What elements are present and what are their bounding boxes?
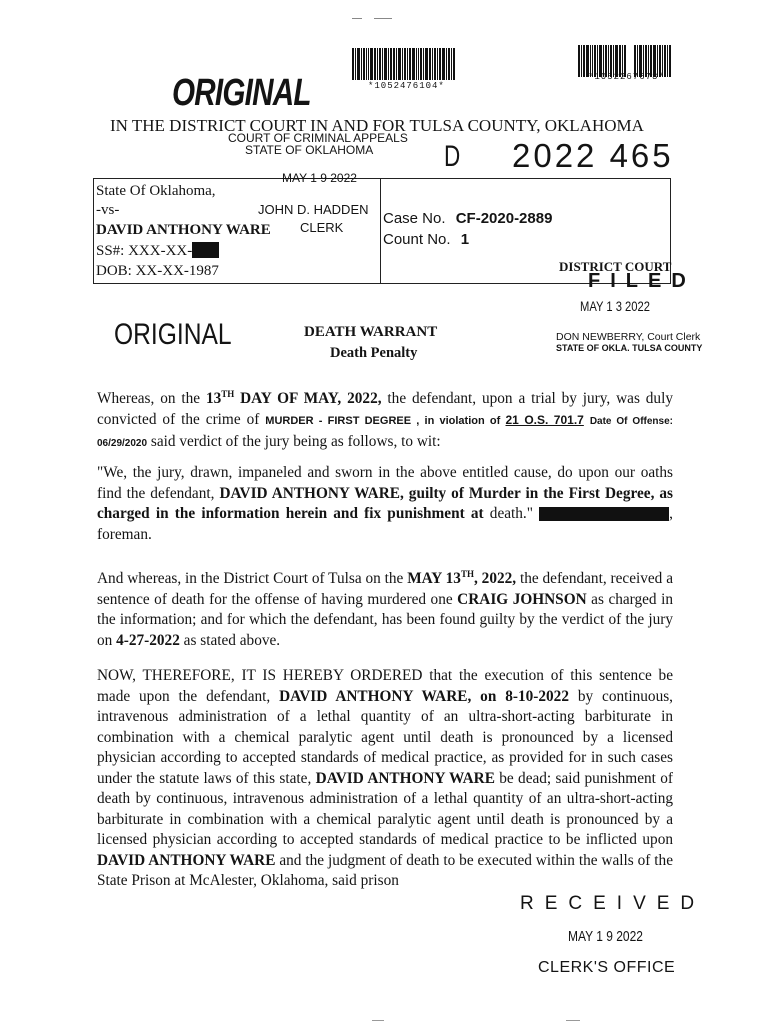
p2-finding: DAVID ANTHONY WARE, guilty of Murder in the First Degree, as charged in the information herein and fix punishment at [97,484,673,522]
versus-label: -vs- [96,202,120,218]
p4-text-d: and the judgment of death to be executed within the walls of the State Prison at McAlester, Oklahoma, said prison [97,851,673,889]
count-number-label: Count No. [383,231,451,248]
p3-sup: TH [460,569,474,579]
scan-speck [374,18,392,19]
p1-text-c: the defendant, upon a trial by jury, was duly convicted of the crime of [97,390,673,428]
filed-date-stamp: MAY 1 9 2022 [282,171,357,185]
p3-text-b: the defendant, received a sentence of death for the offense of having murdered one [97,570,673,608]
document-subtitle: Death Penalty [330,345,418,361]
original-stamp: ORIGINAL [172,72,311,114]
court-heading: IN THE DISTRICT COURT IN AND FOR TULSA COUNTY, OKLAHOMA [110,116,644,135]
paragraph-sentence [97,564,673,651]
p2-text-c: death." [483,505,540,522]
p1-crime: MURDER - FIRST DEGREE , in violation of [265,414,506,427]
filed-stamp: FILED [588,270,696,292]
appeals-case-number: 2022 465 [512,137,674,174]
caption-divider [380,179,381,283]
case-number-label: Case No. [383,210,446,227]
p1-text-a: Whereas, on the [97,390,206,408]
appeals-stamp-line2: STATE OF OKLAHOMA [245,143,374,157]
case-number-value: CF-2020-2889 [455,210,553,227]
p1-text-d: said verdict of the jury being as follows, to wit: [147,433,441,451]
p1-day: 13 [205,390,222,408]
p4-name: DAVID ANTHONY WARE [279,687,468,705]
received-stamp: RECEIVED [520,893,706,914]
p4-text-a: NOW, THEREFORE, IT IS HEREBY ORDERED that the execution of this sentence be made upon the defendant, [97,667,673,705]
district-court-label: DISTRICT COURT [559,259,672,274]
foreman-redaction [539,507,669,521]
redaction-bar [192,242,219,258]
scan-speck [352,18,362,19]
dob-field: DOB: XX-XX-1987 [96,263,219,279]
p1-date: DAY OF MAY, 2022, [234,390,382,408]
district-filed-date: MAY 1 3 2022 [580,298,650,314]
barcode-2-number: *1052267673* [588,72,665,82]
paragraph-verdict [97,463,673,545]
plaintiff-name: State Of Oklahoma, [96,183,216,199]
p1-sup: TH [221,389,235,399]
defendant-name: DAVID ANTHONY WARE [96,222,271,238]
p3-text-c: as charged in the information; and for which the defendant, has been found guilty by the verdict of the jury on [97,590,674,649]
p1-statute: 21 O.S. 701.7 [505,412,584,427]
p3-text-a: And whereas, in the District Court of Tulsa on the [97,570,408,588]
p4-text-c: be dead; said punishment of death by continuous, intravenous administration of a lethal quantity of an ultra-short-acting barbiturate in combination with a chemical paralytic agent until death is pronounced by a licensed physician according to accepted standards of medical practice to be inflicted upon [97,769,673,848]
p2-text-a: "We, the jury, drawn, impaneled and sworn in the above entitled cause, do upon our oaths find the defendant, [97,464,673,502]
received-date: MAY 1 9 2022 [568,928,643,945]
paragraph-order [97,666,673,892]
p4-exec-date: 8-10-2022 [505,687,569,705]
appeals-clerk-name: JOHN D. HADDEN [258,202,369,217]
count-number-value: 1 [460,231,470,248]
p4-name-2: DAVID ANTHONY WARE [315,769,495,787]
scan-speck [372,1020,384,1021]
count-number-field [383,231,469,248]
paragraph-conviction [97,384,673,455]
p3-year: , 2022, [473,570,517,588]
appeals-stamp-line1: COURT OF CRIMINAL APPEALS [228,131,408,145]
ssn-label: SS#: XXX-XX- [96,243,193,259]
p3-date: MAY 13 [407,570,461,588]
original-label: ORIGINAL [114,318,232,351]
court-clerk-stamp: DON NEWBERRY, Court Clerk [556,331,701,343]
p4-text-b: by continuous, intravenous administration of a lethal quantity of an ultra-short-acting barbiturate in combination with a chemical paralytic agent until death is pronounced by a licensed physician according to accepted standards of medical practice, as provided for in such cases under the statute laws of this state, [97,687,674,787]
p3-victim: CRAIG JOHNSON [457,590,587,608]
p4-on: , on [467,687,506,705]
p1-offense-date: Date Of Offense: 06/29/2020 [97,415,673,450]
case-number-field [383,210,552,227]
p4-name-3: DAVID ANTHONY WARE [97,851,276,869]
p2-text-d: , foreman. [97,505,673,543]
barcode-1 [352,48,490,80]
p3-verdict-date: 4-27-2022 [116,631,180,649]
document-title: DEATH WARRANT [304,324,438,340]
p3-text-d: as stated above. [179,631,281,649]
appeals-clerk-title: CLERK [300,220,344,235]
clerks-office-stamp: CLERK'S OFFICE [538,959,676,976]
ssn-field [96,242,219,261]
scan-speck [566,1020,580,1021]
court-clerk-county: STATE OF OKLA. TULSA COUNTY [556,343,703,353]
barcode-1-number: *1052476104* [368,81,445,91]
case-prefix-stamp: D [444,140,461,173]
